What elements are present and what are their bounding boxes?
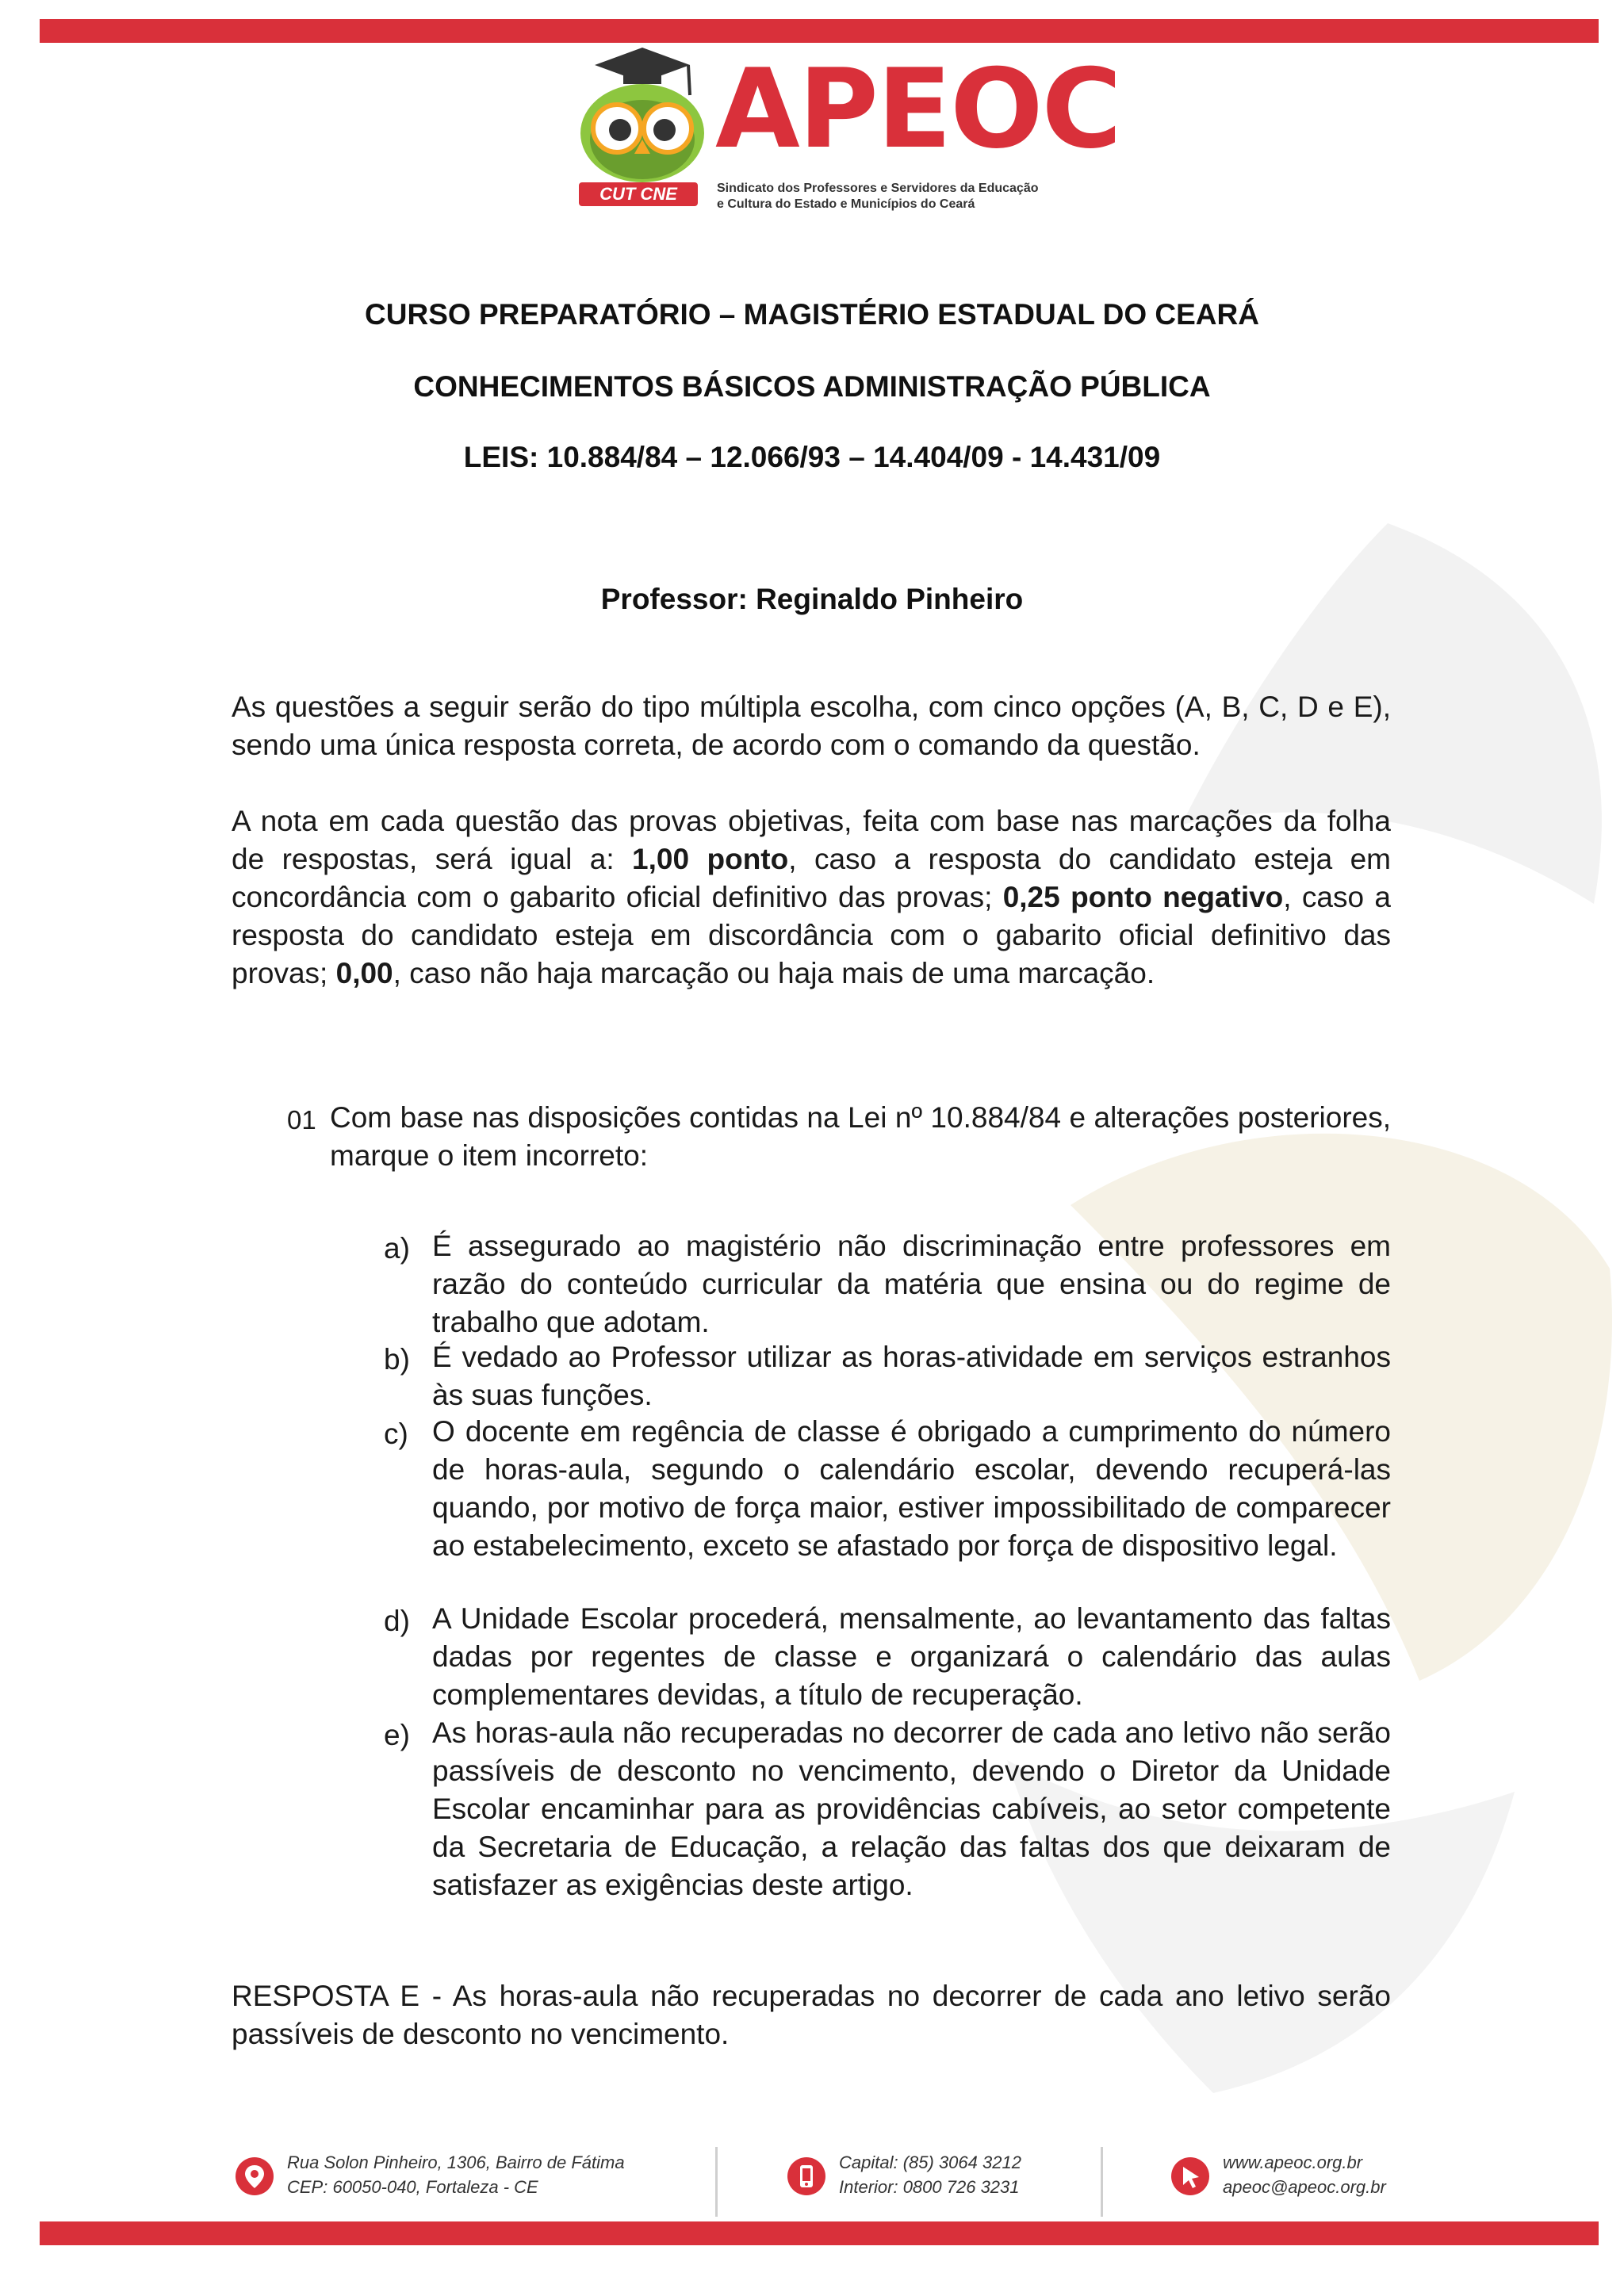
intro-text: , caso não haja marcação ou haja mais de uma marcação. [393, 957, 1155, 989]
option-text-a: É assegurado ao magistério não discriminação entre professores em razão do conteúdo curricular da matéria que ensina ou do regime de trabalho que adotam. [432, 1230, 1391, 1338]
subject-title: CONHECIMENTOS BÁSICOS ADMINISTRAÇÃO PÚBLICA [413, 370, 1211, 403]
brand-name: APEOC [715, 45, 1120, 173]
intro-text: A nota em cada questão das provas objetivas, feita com base nas marcações da folha de respostas, será igual a: [232, 805, 1391, 875]
email-link[interactable]: apeoc@apeoc.org.br [1223, 2177, 1386, 2197]
address-line-2: CEP: 60050-040, Fortaleza - CE [287, 2177, 538, 2197]
score-negative: 0,25 ponto negativo [1002, 881, 1284, 913]
cursor-icon [1170, 2156, 1210, 2196]
cut-cne-badge: CUT CNE [579, 182, 698, 206]
option-letter-c: c) [384, 1418, 408, 1450]
intro-text: , caso a resposta do candidato esteja em discordância com o gabarito oficial definitivo das provas; [232, 881, 1392, 989]
option-text-b: É vedado ao Professor utilizar as horas-atividade em serviços estranhos às suas funções. [432, 1341, 1391, 1411]
footer-divider [715, 2147, 718, 2217]
option-letter-a: a) [384, 1232, 410, 1265]
course-title: CURSO PREPARATÓRIO – MAGISTÉRIO ESTADUAL DO CEARÁ [365, 298, 1259, 331]
option-letter-b: b) [384, 1343, 410, 1376]
intro-paragraph-1: As questões a seguir serão do tipo múltipla escolha, com cinco opções (A, B, C, D e E), sendo uma única resposta correta, de acordo com o comando da questão. [232, 691, 1391, 761]
score-zero: 0,00 [335, 957, 393, 989]
top-accent-bar [40, 19, 1599, 43]
intro-paragraph-2 [232, 802, 1391, 993]
question-number: 01 [287, 1105, 316, 1135]
option-text-d: A Unidade Escolar procederá, mensalmente, ao levantamento das faltas dadas por regentes de classe e organizará o calendário das aulas complementares devidas, a título de recuperação. [432, 1602, 1391, 1711]
website-link[interactable]: www.apeoc.org.br [1223, 2152, 1363, 2172]
score-correct: 1,00 ponto [632, 843, 789, 875]
option-letter-e: e) [384, 1719, 410, 1751]
option-text-c: O docente em regência de classe é obrigado a cumprimento do número de horas-aula, segundo o calendário escolar, devendo recuperá-las quando, por motivo de força maior, estiver impossibilitado de comparecer ao estabelecimento, exceto se afastado por força de dispositivo legal. [432, 1415, 1391, 1562]
phone-icon [787, 2156, 826, 2196]
tagline-line-1: Sindicato dos Professores e Servidores da Educação [717, 182, 1039, 195]
address-line-1: Rua Solon Pinheiro, 1306, Bairro de Fátima [287, 2152, 625, 2172]
tagline-line-2: e Cultura do Estado e Municípios do Ceará [717, 197, 975, 211]
location-pin-icon [235, 2156, 274, 2196]
option-letter-d: d) [384, 1605, 410, 1637]
phone-capital: Capital: (85) 3064 3212 [839, 2152, 1021, 2172]
laws-line: LEIS: 10.884/84 – 12.066/93 – 14.404/09 - 14.431/09 [463, 441, 1161, 473]
professor-name: Professor: Reginaldo Pinheiro [600, 583, 1024, 615]
bottom-accent-bar [40, 2221, 1599, 2245]
phone-interior: Interior: 0800 726 3231 [839, 2177, 1020, 2197]
option-text-e: As horas-aula não recuperadas no decorrer de cada ano letivo não serão passíveis de desconto no vencimento, devendo o Diretor da Unidade Escolar encaminhar para as providências cabíveis, ao setor competente da Secretaria de Educação, a relação das faltas dos que deixaram de satisfazer as exigências deste artigo. [432, 1716, 1391, 1901]
intro-text: , caso a resposta do candidato esteja em concordância com o gabarito oficial definitivo das provas; [232, 843, 1391, 913]
brand-tagline [717, 181, 1066, 212]
apeoc-logo [571, 45, 1120, 212]
question-text: Com base nas disposições contidas na Lei nº 10.884/84 e alterações posteriores, marque o item incorreto: [330, 1101, 1391, 1172]
answer-explanation: RESPOSTA E - As horas-aula não recuperadas no decorrer de cada ano letivo serão passíveis de desconto no vencimento. [232, 1980, 1391, 2050]
footer-divider [1101, 2147, 1103, 2217]
